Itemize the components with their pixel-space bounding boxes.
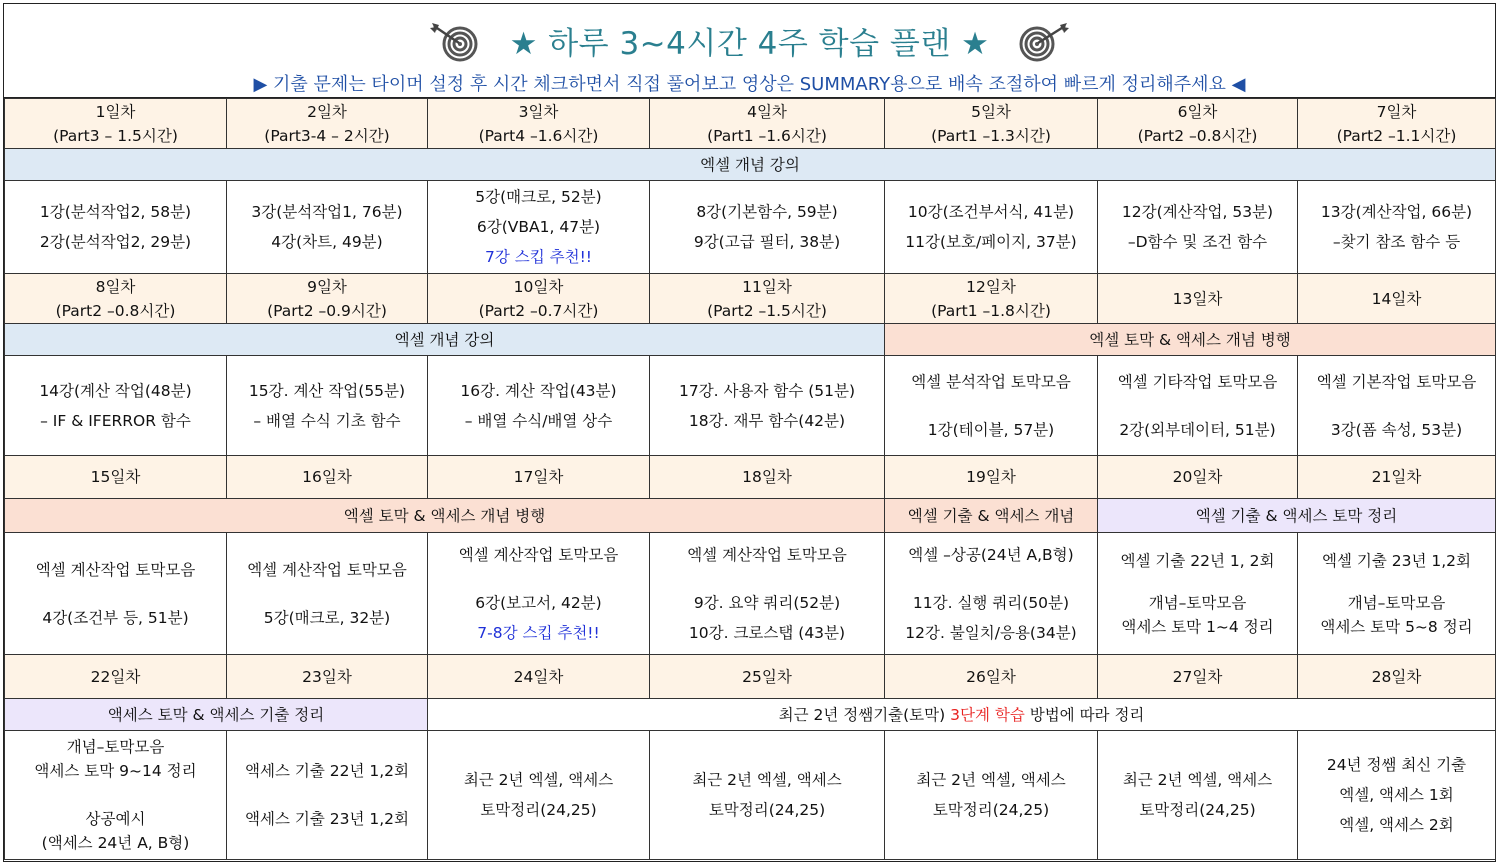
content-cell: 24년 정쌤 최신 기출 엑셀, 액세스 1회 엑셀, 액세스 2회 [1298,731,1496,860]
content-cell: 13강(계산작업, 66분) –찾기 참조 함수 등 [1298,181,1496,274]
week2-band-row [5,324,1496,356]
content-cell: 엑셀 계산작업 토막모음 5강(매크로, 32분) [227,533,428,655]
day-cell: 7일차 (Part2 –1.1시간) [1298,99,1496,149]
study-plan-sheet [3,3,1496,862]
content-cell: 10강(조건부서식, 41분) 11강(보호/페이지, 37분) [885,181,1098,274]
content-cell: 엑셀 계산작업 토막모음 6강(보고서, 42분) 7-8강 스킵 추천!! [428,533,650,655]
day-cell: 26일차 [885,655,1098,699]
content-cell: 엑셀 기타작업 토막모음 2강(외부데이터, 51분) [1098,356,1298,456]
band-label: 최근 2년 정쌤기출(토막) 3단계 학습 방법에 따라 정리 [428,699,1496,731]
target-dart-icon [430,22,492,70]
day-cell: 21일차 [1298,456,1496,499]
week3-band-row [5,499,1496,533]
content-cell: 엑셀 –상공(24년 A,B형) 11강. 실행 쿼리(50분) 12강. 불일치/응용(34분) [885,533,1098,655]
week3-content-row [5,533,1496,655]
content-cell: 1강(분석작업2, 58분) 2강(분석작업2, 29분) [5,181,227,274]
week2-day-row [5,274,1496,324]
day-cell: 22일차 [5,655,227,699]
day-cell: 10일차 (Part2 –0.7시간) [428,274,650,324]
content-cell: 최근 2년 엑셀, 액세스 토막정리(24,25) [1098,731,1298,860]
header [4,4,1495,98]
day-cell: 25일차 [650,655,885,699]
content-cell: 엑셀 분석작업 토막모음 1강(테이블, 57분) [885,356,1098,456]
band-label: 엑셀 토막 & 액세스 개념 병행 [885,324,1496,356]
content-cell: 17강. 사용자 함수 (51분) 18강. 재무 함수(42분) [650,356,885,456]
week3-day-row [5,456,1496,499]
content-cell: 3강(분석작업1, 76분) 4강(차트, 49분) [227,181,428,274]
content-cell: 엑셀 계산작업 토막모음 9강. 요약 쿼리(52분) 10강. 크로스탭 (43분) [650,533,885,655]
content-cell: 엑셀 기출 23년 1,2회 개념–토막모음 액세스 토막 5~8 정리 [1298,533,1496,655]
band-label: 엑셀 기출 & 액세스 토막 정리 [1098,499,1496,533]
content-cell: 최근 2년 엑셀, 액세스 토막정리(24,25) [885,731,1098,860]
highlight-text: 3단계 학습 [950,705,1025,724]
band-label: 액세스 토막 & 액세스 기출 정리 [5,699,428,731]
day-cell: 17일차 [428,456,650,499]
content-cell: 엑셀 기본작업 토막모음 3강(폼 속성, 53분) [1298,356,1496,456]
content-cell: 8강(기본함수, 59분) 9강(고급 필터, 38분) [650,181,885,274]
day-cell: 1일차 (Part3 – 1.5시간) [5,99,227,149]
band-label: 엑셀 개념 강의 [5,149,1496,181]
day-cell: 3일차 (Part4 –1.6시간) [428,99,650,149]
content-cell: 개념–토막모음 액세스 토막 9~14 정리 상공예시 (액세스 24년 A, B형) [5,731,227,860]
day-cell: 16일차 [227,456,428,499]
day-cell: 18일차 [650,456,885,499]
week4-day-row [5,655,1496,699]
day-cell: 19일차 [885,456,1098,499]
content-cell: 5강(매크로, 52분) 6강(VBA1, 47분) 7강 스킵 추천!! [428,181,650,274]
week1-day-row [5,99,1496,149]
day-cell: 15일차 [5,456,227,499]
day-cell: 12일차 (Part1 –1.8시간) [885,274,1098,324]
band-label: 엑셀 기출 & 액세스 개념 [885,499,1098,533]
week1-content-row [5,181,1496,274]
week2-content-row [5,356,1496,456]
plan-table [4,98,1496,860]
content-cell: 16강. 계산 작업(43분) – 배열 수식/배열 상수 [428,356,650,456]
day-cell: 28일차 [1298,655,1496,699]
day-cell: 13일차 [1098,274,1298,324]
day-cell: 5일차 (Part1 –1.3시간) [885,99,1098,149]
band-label: 엑셀 개념 강의 [5,324,885,356]
content-cell: 최근 2년 엑셀, 액세스 토막정리(24,25) [650,731,885,860]
band-label: 엑셀 토막 & 액세스 개념 병행 [5,499,885,533]
day-cell: 14일차 [1298,274,1496,324]
content-cell: 12강(계산작업, 53분) –D함수 및 조건 함수 [1098,181,1298,274]
day-cell: 9일차 (Part2 –0.9시간) [227,274,428,324]
day-cell: 11일차 (Part2 –1.5시간) [650,274,885,324]
content-cell: 14강(계산 작업(48분) – IF & IFERROR 함수 [5,356,227,456]
subtitle: ▶ 기출 문제는 타이머 설정 후 시간 체크하면서 직접 풀어보고 영상은 SUMMARY용으로 배속 조절하여 빠르게 정리해주세요 ◀ [253,74,1246,95]
day-cell: 24일차 [428,655,650,699]
day-cell: 8일차 (Part2 –0.8시간) [5,274,227,324]
content-cell: 엑셀 계산작업 토막모음 4강(조건부 등, 51분) [5,533,227,655]
content-cell: 15강. 계산 작업(55분) – 배열 수식 기초 함수 [227,356,428,456]
day-cell: 27일차 [1098,655,1298,699]
title-text: ★ 하루 3~4시간 4주 학습 플랜 ★ [509,26,990,62]
day-cell: 6일차 (Part2 –0.8시간) [1098,99,1298,149]
skip-note: 7-8강 스킵 추천!! [477,623,600,642]
page-title [4,18,1495,70]
week4-content-row [5,731,1496,860]
week1-band-row [5,149,1496,181]
day-cell: 20일차 [1098,456,1298,499]
content-cell: 액세스 기출 22년 1,2회 액세스 기출 23년 1,2회 [227,731,428,860]
day-cell: 2일차 (Part3-4 – 2시간) [227,99,428,149]
day-cell: 23일차 [227,655,428,699]
week4-band-row [5,699,1496,731]
skip-note: 7강 스킵 추천!! [484,248,592,266]
content-cell: 엑셀 기출 22년 1, 2회 개념–토막모음 액세스 토막 1~4 정리 [1098,533,1298,655]
day-cell: 4일차 (Part1 –1.6시간) [650,99,885,149]
content-cell: 최근 2년 엑셀, 액세스 토막정리(24,25) [428,731,650,860]
target-dart-icon [1007,22,1069,70]
